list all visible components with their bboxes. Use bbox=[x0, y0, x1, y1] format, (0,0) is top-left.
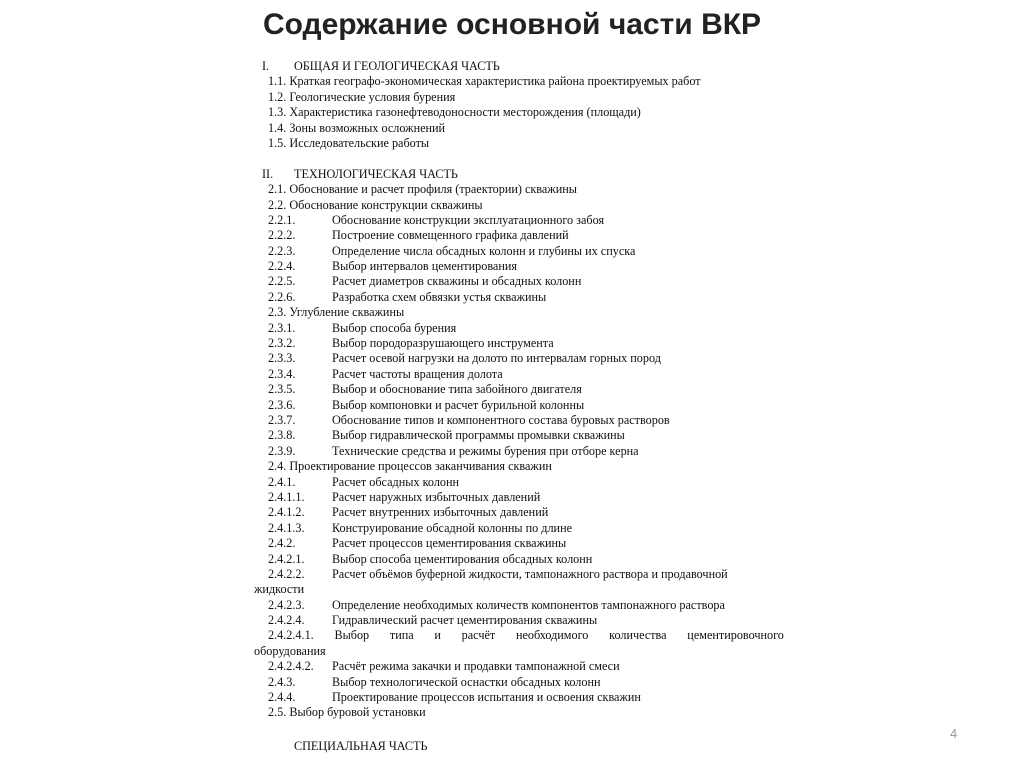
list-item bbox=[254, 705, 784, 720]
list-item bbox=[254, 90, 784, 105]
item-text: 1.2. Геологические условия бурения bbox=[268, 89, 456, 104]
item-number: 2.4.2. bbox=[268, 536, 296, 551]
list-item bbox=[254, 105, 784, 120]
item-number: 2.2.2. bbox=[268, 228, 296, 243]
item-text: Расчет обсадных колонн bbox=[332, 474, 460, 489]
list-item bbox=[254, 536, 784, 551]
item-continuation: оборудования bbox=[254, 643, 326, 658]
list-item bbox=[254, 121, 784, 136]
item-text: 2.4. Проектирование процессов заканчивания скважин bbox=[268, 459, 552, 474]
item-word: количества bbox=[609, 628, 667, 643]
item-number: 2.4.2.1. bbox=[268, 551, 305, 566]
item-text: 2.5. Выбор буровой установки bbox=[268, 705, 426, 720]
item-text: Выбор способа бурения bbox=[332, 320, 457, 335]
item-number: 2.4.1.1. bbox=[268, 489, 305, 504]
list-item bbox=[254, 259, 784, 274]
list-item bbox=[254, 305, 784, 320]
list-item bbox=[254, 398, 784, 413]
list-item bbox=[254, 490, 784, 505]
list-item bbox=[254, 182, 784, 197]
list-item bbox=[254, 475, 784, 490]
list-item bbox=[254, 136, 784, 151]
item-number: 2.3.9. bbox=[268, 443, 296, 458]
item-text: Построение совмещенного графика давлений bbox=[332, 228, 569, 243]
roman-numeral: I. bbox=[262, 59, 270, 73]
list-item bbox=[254, 675, 784, 690]
item-text: Выбор гидравлической программы промывки скважины bbox=[332, 428, 625, 443]
item-text: Выбор и обоснование типа забойного двигателя bbox=[332, 382, 582, 397]
item-number: 2.4.4. bbox=[268, 690, 296, 705]
list-item bbox=[254, 413, 784, 428]
item-number: 2.2.5. bbox=[268, 274, 296, 289]
item-number: 2.3.8. bbox=[268, 428, 296, 443]
item-text: Определение необходимых количеств компонентов тампонажного раствора bbox=[332, 597, 725, 612]
section-heading bbox=[254, 59, 784, 74]
list-item bbox=[254, 198, 784, 213]
item-text: Выбор интервалов цементирования bbox=[332, 259, 517, 274]
slide-number: 4 bbox=[950, 726, 958, 741]
list-item bbox=[254, 644, 784, 659]
item-text: Расчёт режима закачки и продавки тампонажной смеси bbox=[332, 659, 620, 674]
item-text: 1.5. Исследовательские работы bbox=[268, 135, 430, 150]
item-number: 2.2.6. bbox=[268, 289, 296, 304]
item-word: 2.4.2.4.1. bbox=[268, 628, 314, 643]
item-number: 2.4.1. bbox=[268, 474, 296, 489]
heading-text: ОБЩАЯ И ГЕОЛОГИЧЕСКАЯ ЧАСТЬ bbox=[294, 59, 500, 73]
item-text: Разработка схем обвязки устья скважины bbox=[332, 289, 547, 304]
item-text: Расчет частоты вращения долота bbox=[332, 366, 503, 381]
section-heading bbox=[254, 739, 784, 754]
item-number: 2.4.1.2. bbox=[268, 505, 305, 520]
item-text: Обоснование типов и компонентного состава буровых растворов bbox=[332, 412, 670, 427]
item-word: необходимого bbox=[515, 628, 589, 643]
list-item bbox=[254, 690, 784, 705]
item-text: 2.1. Обоснование и расчет профиля (траектории) скважины bbox=[268, 182, 577, 197]
item-number: 2.2.4. bbox=[268, 259, 296, 274]
list-item bbox=[254, 74, 784, 89]
heading-text: СПЕЦИАЛЬНАЯ ЧАСТЬ bbox=[294, 738, 428, 753]
item-text: Гидравлический расчет цементирования скважины bbox=[332, 613, 598, 628]
item-number: 2.3.6. bbox=[268, 397, 296, 412]
item-number: 2.3.3. bbox=[268, 351, 296, 366]
item-word: типа bbox=[389, 628, 414, 643]
item-text: 1.3. Характеристика газонефтеводоносности месторождения (площади) bbox=[268, 105, 641, 120]
list-item bbox=[254, 351, 784, 366]
list-item bbox=[254, 382, 784, 397]
item-number: 2.2.1. bbox=[268, 212, 296, 227]
item-text: Выбор породоразрушающего инструмента bbox=[332, 336, 554, 351]
item-text: Выбор компоновки и расчет бурильной колонны bbox=[332, 397, 585, 412]
list-item bbox=[254, 659, 784, 674]
item-number: 2.3.7. bbox=[268, 412, 296, 427]
list-item bbox=[254, 628, 784, 643]
item-text: 2.3. Углубление скважины bbox=[268, 305, 405, 320]
list-item bbox=[254, 244, 784, 259]
item-number: 2.4.2.4. bbox=[268, 613, 305, 628]
item-number: 2.4.2.2. bbox=[268, 566, 305, 581]
item-text: 2.2. Обоснование конструкции скважины bbox=[268, 197, 483, 212]
item-text: 1.1. Краткая географо-экономическая характеристика района проектируемых работ bbox=[268, 74, 701, 89]
roman-numeral: II. bbox=[262, 166, 274, 181]
list-item bbox=[254, 274, 784, 289]
list-item bbox=[254, 459, 784, 474]
item-text: Обоснование конструкции эксплуатационного забоя bbox=[332, 212, 605, 227]
list-item bbox=[254, 613, 784, 628]
list-item bbox=[254, 598, 784, 613]
item-word: цементировочного bbox=[687, 628, 784, 643]
justified-line bbox=[268, 628, 784, 643]
list-item bbox=[254, 290, 784, 305]
section-heading bbox=[254, 167, 784, 182]
list-item bbox=[254, 428, 784, 443]
item-number: 2.2.3. bbox=[268, 243, 296, 258]
heading-text: ТЕХНОЛОГИЧЕСКАЯ ЧАСТЬ bbox=[294, 166, 458, 181]
list-item bbox=[254, 582, 784, 597]
item-continuation: жидкости bbox=[254, 582, 305, 597]
item-text: Расчет процессов цементирования скважины bbox=[332, 536, 567, 551]
item-number: 2.4.3. bbox=[268, 674, 296, 689]
item-text: Расчет внутренних избыточных давлений bbox=[332, 505, 549, 520]
section1-items bbox=[254, 74, 784, 151]
item-number: 2.3.4. bbox=[268, 366, 296, 381]
item-number: 2.4.1.3. bbox=[268, 520, 305, 535]
item-text: Определение числа обсадных колонн и глубины их спуска bbox=[332, 243, 636, 258]
list-item bbox=[254, 567, 784, 582]
list-item bbox=[254, 367, 784, 382]
item-number: 2.3.1. bbox=[268, 320, 296, 335]
list-item bbox=[254, 552, 784, 567]
item-word: Выбор bbox=[334, 628, 370, 643]
item-text: Расчет диаметров скважины и обсадных колонн bbox=[332, 274, 582, 289]
list-item bbox=[254, 444, 784, 459]
list-item bbox=[254, 336, 784, 351]
item-word: и bbox=[434, 628, 441, 643]
item-number: 2.3.2. bbox=[268, 336, 296, 351]
item-text: Расчет осевой нагрузки на долото по интервалам горных пород bbox=[332, 351, 661, 366]
item-text: Расчет наружных избыточных давлений bbox=[332, 489, 541, 504]
list-item bbox=[254, 321, 784, 336]
list-item bbox=[254, 213, 784, 228]
item-text: 1.4. Зоны возможных осложнений bbox=[268, 120, 446, 135]
list-item bbox=[254, 521, 784, 536]
table-of-contents bbox=[254, 59, 784, 754]
item-text: Выбор способа цементирования обсадных колонн bbox=[332, 551, 593, 566]
item-number: 2.4.2.3. bbox=[268, 597, 305, 612]
item-text: Технические средства и режимы бурения при отборе керна bbox=[332, 443, 639, 458]
item-text: Конструирование обсадной колонны по длине bbox=[332, 520, 572, 535]
list-item bbox=[254, 505, 784, 520]
item-word: расчёт bbox=[461, 628, 496, 643]
item-text: Выбор технологической оснастки обсадных колонн bbox=[332, 674, 601, 689]
item-text: Расчет объёмов буферной жидкости, тампонажного раствора и продавочной bbox=[332, 566, 728, 581]
item-number: 2.3.5. bbox=[268, 382, 296, 397]
list-item bbox=[254, 228, 784, 243]
item-number: 2.4.2.4.2. bbox=[268, 659, 314, 674]
slide-title: Содержание основной части ВКР bbox=[262, 8, 762, 41]
section2-items bbox=[254, 182, 784, 721]
item-text: Проектирование процессов испытания и освоения скважин bbox=[332, 690, 641, 705]
